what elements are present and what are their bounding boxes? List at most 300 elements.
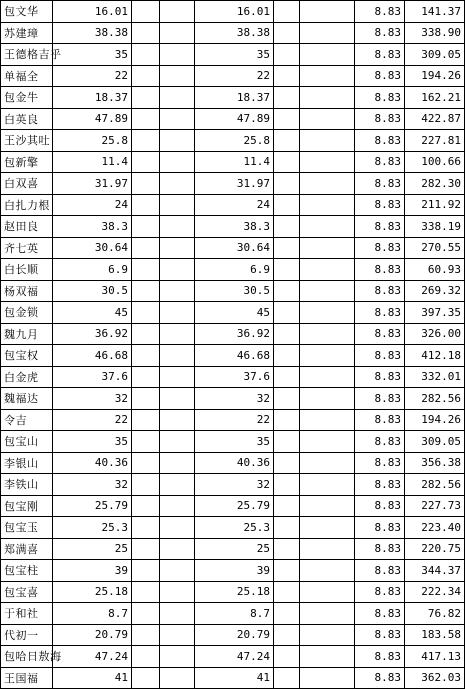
empty-cell bbox=[132, 22, 160, 44]
empty-cell bbox=[274, 560, 300, 582]
empty-cell bbox=[160, 65, 195, 87]
area-subtotal-cell: 16.01 bbox=[195, 1, 274, 23]
empty-cell bbox=[274, 646, 300, 668]
rate-cell: 8.83 bbox=[355, 560, 405, 582]
table-row bbox=[1, 517, 465, 539]
area-cell: 47.24 bbox=[53, 646, 132, 668]
empty-cell bbox=[274, 1, 300, 23]
table-row bbox=[1, 495, 465, 517]
area-cell: 30.64 bbox=[53, 237, 132, 259]
empty-cell bbox=[160, 581, 195, 603]
empty-cell bbox=[132, 603, 160, 625]
empty-cell bbox=[274, 44, 300, 66]
area-cell: 25.79 bbox=[53, 495, 132, 517]
area-subtotal-cell: 39 bbox=[195, 560, 274, 582]
empty-cell bbox=[274, 194, 300, 216]
name-cell: 魏福达 bbox=[1, 388, 53, 410]
empty-cell bbox=[274, 65, 300, 87]
empty-cell bbox=[274, 603, 300, 625]
area-cell: 35 bbox=[53, 431, 132, 453]
table-row bbox=[1, 603, 465, 625]
empty-cell bbox=[300, 280, 355, 302]
rate-cell: 8.83 bbox=[355, 646, 405, 668]
empty-cell bbox=[160, 194, 195, 216]
rate-cell: 8.83 bbox=[355, 431, 405, 453]
table-row bbox=[1, 22, 465, 44]
area-subtotal-cell: 30.64 bbox=[195, 237, 274, 259]
empty-cell bbox=[300, 302, 355, 324]
empty-cell bbox=[160, 130, 195, 152]
area-subtotal-cell: 46.68 bbox=[195, 345, 274, 367]
amount-cell: 344.37 bbox=[405, 560, 465, 582]
rate-cell: 8.83 bbox=[355, 216, 405, 238]
empty-cell bbox=[132, 452, 160, 474]
name-cell: 包宝柱 bbox=[1, 560, 53, 582]
empty-cell bbox=[160, 452, 195, 474]
empty-cell bbox=[300, 667, 355, 689]
empty-cell bbox=[132, 323, 160, 345]
area-subtotal-cell: 22 bbox=[195, 409, 274, 431]
empty-cell bbox=[132, 65, 160, 87]
empty-cell bbox=[132, 538, 160, 560]
area-subtotal-cell: 35 bbox=[195, 44, 274, 66]
empty-cell bbox=[132, 151, 160, 173]
empty-cell bbox=[160, 280, 195, 302]
empty-cell bbox=[274, 538, 300, 560]
empty-cell bbox=[132, 259, 160, 281]
area-subtotal-cell: 35 bbox=[195, 431, 274, 453]
empty-cell bbox=[132, 280, 160, 302]
table-row bbox=[1, 151, 465, 173]
empty-cell bbox=[300, 560, 355, 582]
empty-cell bbox=[274, 581, 300, 603]
table-row bbox=[1, 259, 465, 281]
area-cell: 41 bbox=[53, 667, 132, 689]
area-subtotal-cell: 41 bbox=[195, 667, 274, 689]
amount-cell: 227.81 bbox=[405, 130, 465, 152]
empty-cell bbox=[274, 87, 300, 109]
table-row bbox=[1, 646, 465, 668]
area-cell: 24 bbox=[53, 194, 132, 216]
empty-cell bbox=[300, 216, 355, 238]
table-row bbox=[1, 624, 465, 646]
amount-cell: 282.56 bbox=[405, 474, 465, 496]
rate-cell: 8.83 bbox=[355, 452, 405, 474]
area-subtotal-cell: 20.79 bbox=[195, 624, 274, 646]
name-cell: 白金虎 bbox=[1, 366, 53, 388]
empty-cell bbox=[274, 431, 300, 453]
table-row bbox=[1, 108, 465, 130]
amount-cell: 326.00 bbox=[405, 323, 465, 345]
empty-cell bbox=[300, 22, 355, 44]
rate-cell: 8.83 bbox=[355, 173, 405, 195]
empty-cell bbox=[300, 1, 355, 23]
area-subtotal-cell: 45 bbox=[195, 302, 274, 324]
empty-cell bbox=[274, 345, 300, 367]
area-cell: 36.92 bbox=[53, 323, 132, 345]
empty-cell bbox=[300, 259, 355, 281]
area-cell: 47.89 bbox=[53, 108, 132, 130]
empty-cell bbox=[300, 87, 355, 109]
empty-cell bbox=[160, 151, 195, 173]
rate-cell: 8.83 bbox=[355, 323, 405, 345]
empty-cell bbox=[160, 495, 195, 517]
table-row bbox=[1, 431, 465, 453]
empty-cell bbox=[300, 65, 355, 87]
empty-cell bbox=[132, 108, 160, 130]
rate-cell: 8.83 bbox=[355, 517, 405, 539]
area-subtotal-cell: 38.38 bbox=[195, 22, 274, 44]
empty-cell bbox=[300, 474, 355, 496]
area-cell: 38.38 bbox=[53, 22, 132, 44]
name-cell: 包哈日敖海 bbox=[1, 646, 53, 668]
amount-cell: 397.35 bbox=[405, 302, 465, 324]
empty-cell bbox=[274, 173, 300, 195]
table-row bbox=[1, 474, 465, 496]
table-row bbox=[1, 581, 465, 603]
amount-cell: 60.93 bbox=[405, 259, 465, 281]
rate-cell: 8.83 bbox=[355, 603, 405, 625]
table-row bbox=[1, 1, 465, 23]
empty-cell bbox=[132, 130, 160, 152]
area-subtotal-cell: 36.92 bbox=[195, 323, 274, 345]
empty-cell bbox=[132, 237, 160, 259]
rate-cell: 8.83 bbox=[355, 151, 405, 173]
name-cell: 包金牛 bbox=[1, 87, 53, 109]
table-row bbox=[1, 345, 465, 367]
area-subtotal-cell: 25.8 bbox=[195, 130, 274, 152]
empty-cell bbox=[300, 151, 355, 173]
empty-cell bbox=[300, 108, 355, 130]
area-cell: 22 bbox=[53, 409, 132, 431]
name-cell: 单福全 bbox=[1, 65, 53, 87]
amount-cell: 141.37 bbox=[405, 1, 465, 23]
area-cell: 20.79 bbox=[53, 624, 132, 646]
area-subtotal-cell: 32 bbox=[195, 474, 274, 496]
empty-cell bbox=[160, 603, 195, 625]
empty-cell bbox=[132, 1, 160, 23]
empty-cell bbox=[300, 452, 355, 474]
area-subtotal-cell: 40.36 bbox=[195, 452, 274, 474]
empty-cell bbox=[300, 366, 355, 388]
amount-cell: 332.01 bbox=[405, 366, 465, 388]
table-row bbox=[1, 237, 465, 259]
name-cell: 白双喜 bbox=[1, 173, 53, 195]
area-cell: 39 bbox=[53, 560, 132, 582]
table-row bbox=[1, 302, 465, 324]
rate-cell: 8.83 bbox=[355, 409, 405, 431]
area-cell: 18.37 bbox=[53, 87, 132, 109]
empty-cell bbox=[300, 538, 355, 560]
table-row bbox=[1, 173, 465, 195]
area-cell: 11.4 bbox=[53, 151, 132, 173]
empty-cell bbox=[160, 388, 195, 410]
empty-cell bbox=[132, 173, 160, 195]
empty-cell bbox=[300, 495, 355, 517]
table-row bbox=[1, 409, 465, 431]
empty-cell bbox=[132, 409, 160, 431]
empty-cell bbox=[300, 345, 355, 367]
empty-cell bbox=[160, 108, 195, 130]
rate-cell: 8.83 bbox=[355, 87, 405, 109]
amount-cell: 227.73 bbox=[405, 495, 465, 517]
area-subtotal-cell: 22 bbox=[195, 65, 274, 87]
table-row bbox=[1, 323, 465, 345]
empty-cell bbox=[160, 517, 195, 539]
empty-cell bbox=[274, 495, 300, 517]
rate-cell: 8.83 bbox=[355, 259, 405, 281]
empty-cell bbox=[132, 345, 160, 367]
name-cell: 齐七英 bbox=[1, 237, 53, 259]
rate-cell: 8.83 bbox=[355, 495, 405, 517]
table-row bbox=[1, 452, 465, 474]
empty-cell bbox=[274, 409, 300, 431]
empty-cell bbox=[132, 194, 160, 216]
amount-cell: 270.55 bbox=[405, 237, 465, 259]
area-cell: 6.9 bbox=[53, 259, 132, 281]
empty-cell bbox=[300, 194, 355, 216]
empty-cell bbox=[132, 388, 160, 410]
empty-cell bbox=[132, 474, 160, 496]
amount-cell: 194.26 bbox=[405, 65, 465, 87]
empty-cell bbox=[300, 646, 355, 668]
rate-cell: 8.83 bbox=[355, 474, 405, 496]
empty-cell bbox=[300, 173, 355, 195]
area-cell: 40.36 bbox=[53, 452, 132, 474]
empty-cell bbox=[300, 130, 355, 152]
area-subtotal-cell: 25.3 bbox=[195, 517, 274, 539]
name-cell: 包宝喜 bbox=[1, 581, 53, 603]
rate-cell: 8.83 bbox=[355, 302, 405, 324]
rate-cell: 8.83 bbox=[355, 366, 405, 388]
table-row bbox=[1, 44, 465, 66]
rate-cell: 8.83 bbox=[355, 44, 405, 66]
empty-cell bbox=[300, 624, 355, 646]
amount-cell: 162.21 bbox=[405, 87, 465, 109]
rate-cell: 8.83 bbox=[355, 280, 405, 302]
name-cell: 包金锁 bbox=[1, 302, 53, 324]
amount-cell: 222.34 bbox=[405, 581, 465, 603]
area-subtotal-cell: 24 bbox=[195, 194, 274, 216]
area-subtotal-cell: 25.18 bbox=[195, 581, 274, 603]
empty-cell bbox=[160, 323, 195, 345]
rate-cell: 8.83 bbox=[355, 667, 405, 689]
empty-cell bbox=[132, 495, 160, 517]
empty-cell bbox=[160, 237, 195, 259]
area-cell: 38.3 bbox=[53, 216, 132, 238]
table-row bbox=[1, 366, 465, 388]
empty-cell bbox=[132, 581, 160, 603]
rate-cell: 8.83 bbox=[355, 1, 405, 23]
area-subtotal-cell: 30.5 bbox=[195, 280, 274, 302]
empty-cell bbox=[160, 87, 195, 109]
empty-cell bbox=[160, 409, 195, 431]
name-cell: 苏建璋 bbox=[1, 22, 53, 44]
rate-cell: 8.83 bbox=[355, 538, 405, 560]
empty-cell bbox=[274, 667, 300, 689]
empty-cell bbox=[132, 44, 160, 66]
name-cell: 包宝山 bbox=[1, 431, 53, 453]
area-subtotal-cell: 37.6 bbox=[195, 366, 274, 388]
amount-cell: 211.92 bbox=[405, 194, 465, 216]
area-subtotal-cell: 38.3 bbox=[195, 216, 274, 238]
amount-cell: 356.38 bbox=[405, 452, 465, 474]
name-cell: 李银山 bbox=[1, 452, 53, 474]
rate-cell: 8.83 bbox=[355, 22, 405, 44]
empty-cell bbox=[160, 624, 195, 646]
name-cell: 杨双福 bbox=[1, 280, 53, 302]
empty-cell bbox=[274, 624, 300, 646]
amount-cell: 269.32 bbox=[405, 280, 465, 302]
empty-cell bbox=[274, 216, 300, 238]
name-cell: 王德格吉乎 bbox=[1, 44, 53, 66]
empty-cell bbox=[160, 538, 195, 560]
name-cell: 代初一 bbox=[1, 624, 53, 646]
table-row bbox=[1, 560, 465, 582]
area-subtotal-cell: 47.89 bbox=[195, 108, 274, 130]
empty-cell bbox=[132, 216, 160, 238]
name-cell: 白长顺 bbox=[1, 259, 53, 281]
empty-cell bbox=[300, 431, 355, 453]
empty-cell bbox=[160, 1, 195, 23]
rate-cell: 8.83 bbox=[355, 345, 405, 367]
rate-cell: 8.83 bbox=[355, 581, 405, 603]
amount-cell: 282.56 bbox=[405, 388, 465, 410]
name-cell: 于和社 bbox=[1, 603, 53, 625]
empty-cell bbox=[274, 280, 300, 302]
area-cell: 16.01 bbox=[53, 1, 132, 23]
area-cell: 22 bbox=[53, 65, 132, 87]
name-cell: 魏九月 bbox=[1, 323, 53, 345]
empty-cell bbox=[274, 366, 300, 388]
name-cell: 李铁山 bbox=[1, 474, 53, 496]
empty-cell bbox=[300, 603, 355, 625]
empty-cell bbox=[274, 130, 300, 152]
area-subtotal-cell: 47.24 bbox=[195, 646, 274, 668]
name-cell: 白英良 bbox=[1, 108, 53, 130]
amount-cell: 194.26 bbox=[405, 409, 465, 431]
amount-cell: 362.03 bbox=[405, 667, 465, 689]
empty-cell bbox=[300, 44, 355, 66]
empty-cell bbox=[274, 237, 300, 259]
empty-cell bbox=[160, 173, 195, 195]
empty-cell bbox=[132, 366, 160, 388]
name-cell: 包宝权 bbox=[1, 345, 53, 367]
area-subtotal-cell: 18.37 bbox=[195, 87, 274, 109]
empty-cell bbox=[160, 667, 195, 689]
table-row bbox=[1, 194, 465, 216]
empty-cell bbox=[300, 517, 355, 539]
empty-cell bbox=[300, 388, 355, 410]
amount-cell: 309.05 bbox=[405, 44, 465, 66]
empty-cell bbox=[132, 646, 160, 668]
amount-cell: 422.87 bbox=[405, 108, 465, 130]
empty-cell bbox=[160, 366, 195, 388]
empty-cell bbox=[160, 302, 195, 324]
amount-cell: 282.30 bbox=[405, 173, 465, 195]
amount-cell: 100.66 bbox=[405, 151, 465, 173]
empty-cell bbox=[274, 452, 300, 474]
table-row bbox=[1, 667, 465, 689]
area-cell: 46.68 bbox=[53, 345, 132, 367]
empty-cell bbox=[132, 431, 160, 453]
empty-cell bbox=[160, 44, 195, 66]
empty-cell bbox=[132, 560, 160, 582]
area-cell: 37.6 bbox=[53, 366, 132, 388]
empty-cell bbox=[132, 517, 160, 539]
empty-cell bbox=[132, 87, 160, 109]
name-cell: 王国福 bbox=[1, 667, 53, 689]
empty-cell bbox=[274, 323, 300, 345]
empty-cell bbox=[300, 409, 355, 431]
empty-cell bbox=[132, 302, 160, 324]
empty-cell bbox=[274, 474, 300, 496]
empty-cell bbox=[274, 108, 300, 130]
name-cell: 王沙其吐 bbox=[1, 130, 53, 152]
name-cell: 白扎力根 bbox=[1, 194, 53, 216]
empty-cell bbox=[160, 345, 195, 367]
empty-cell bbox=[274, 388, 300, 410]
empty-cell bbox=[300, 581, 355, 603]
empty-cell bbox=[160, 560, 195, 582]
area-cell: 32 bbox=[53, 388, 132, 410]
empty-cell bbox=[274, 517, 300, 539]
area-cell: 45 bbox=[53, 302, 132, 324]
amount-cell: 223.40 bbox=[405, 517, 465, 539]
table-row bbox=[1, 216, 465, 238]
area-cell: 32 bbox=[53, 474, 132, 496]
empty-cell bbox=[300, 323, 355, 345]
area-subtotal-cell: 25 bbox=[195, 538, 274, 560]
area-cell: 25 bbox=[53, 538, 132, 560]
amount-cell: 309.05 bbox=[405, 431, 465, 453]
area-subtotal-cell: 6.9 bbox=[195, 259, 274, 281]
empty-cell bbox=[160, 216, 195, 238]
amount-cell: 338.90 bbox=[405, 22, 465, 44]
table-row bbox=[1, 280, 465, 302]
area-cell: 8.7 bbox=[53, 603, 132, 625]
empty-cell bbox=[160, 646, 195, 668]
amount-cell: 412.18 bbox=[405, 345, 465, 367]
empty-cell bbox=[274, 151, 300, 173]
empty-cell bbox=[160, 431, 195, 453]
area-cell: 25.8 bbox=[53, 130, 132, 152]
area-cell: 31.97 bbox=[53, 173, 132, 195]
area-subtotal-cell: 8.7 bbox=[195, 603, 274, 625]
empty-cell bbox=[300, 237, 355, 259]
area-subtotal-cell: 32 bbox=[195, 388, 274, 410]
rate-cell: 8.83 bbox=[355, 108, 405, 130]
table-row bbox=[1, 538, 465, 560]
rate-cell: 8.83 bbox=[355, 237, 405, 259]
area-subtotal-cell: 31.97 bbox=[195, 173, 274, 195]
rate-cell: 8.83 bbox=[355, 65, 405, 87]
table-row bbox=[1, 87, 465, 109]
name-cell: 包新擎 bbox=[1, 151, 53, 173]
amount-cell: 183.58 bbox=[405, 624, 465, 646]
empty-cell bbox=[274, 22, 300, 44]
name-cell: 包宝刚 bbox=[1, 495, 53, 517]
name-cell: 包宝玉 bbox=[1, 517, 53, 539]
table-row bbox=[1, 65, 465, 87]
area-cell: 25.3 bbox=[53, 517, 132, 539]
empty-cell bbox=[160, 22, 195, 44]
area-cell: 25.18 bbox=[53, 581, 132, 603]
empty-cell bbox=[274, 259, 300, 281]
name-cell: 赵田良 bbox=[1, 216, 53, 238]
empty-cell bbox=[160, 259, 195, 281]
empty-cell bbox=[274, 302, 300, 324]
